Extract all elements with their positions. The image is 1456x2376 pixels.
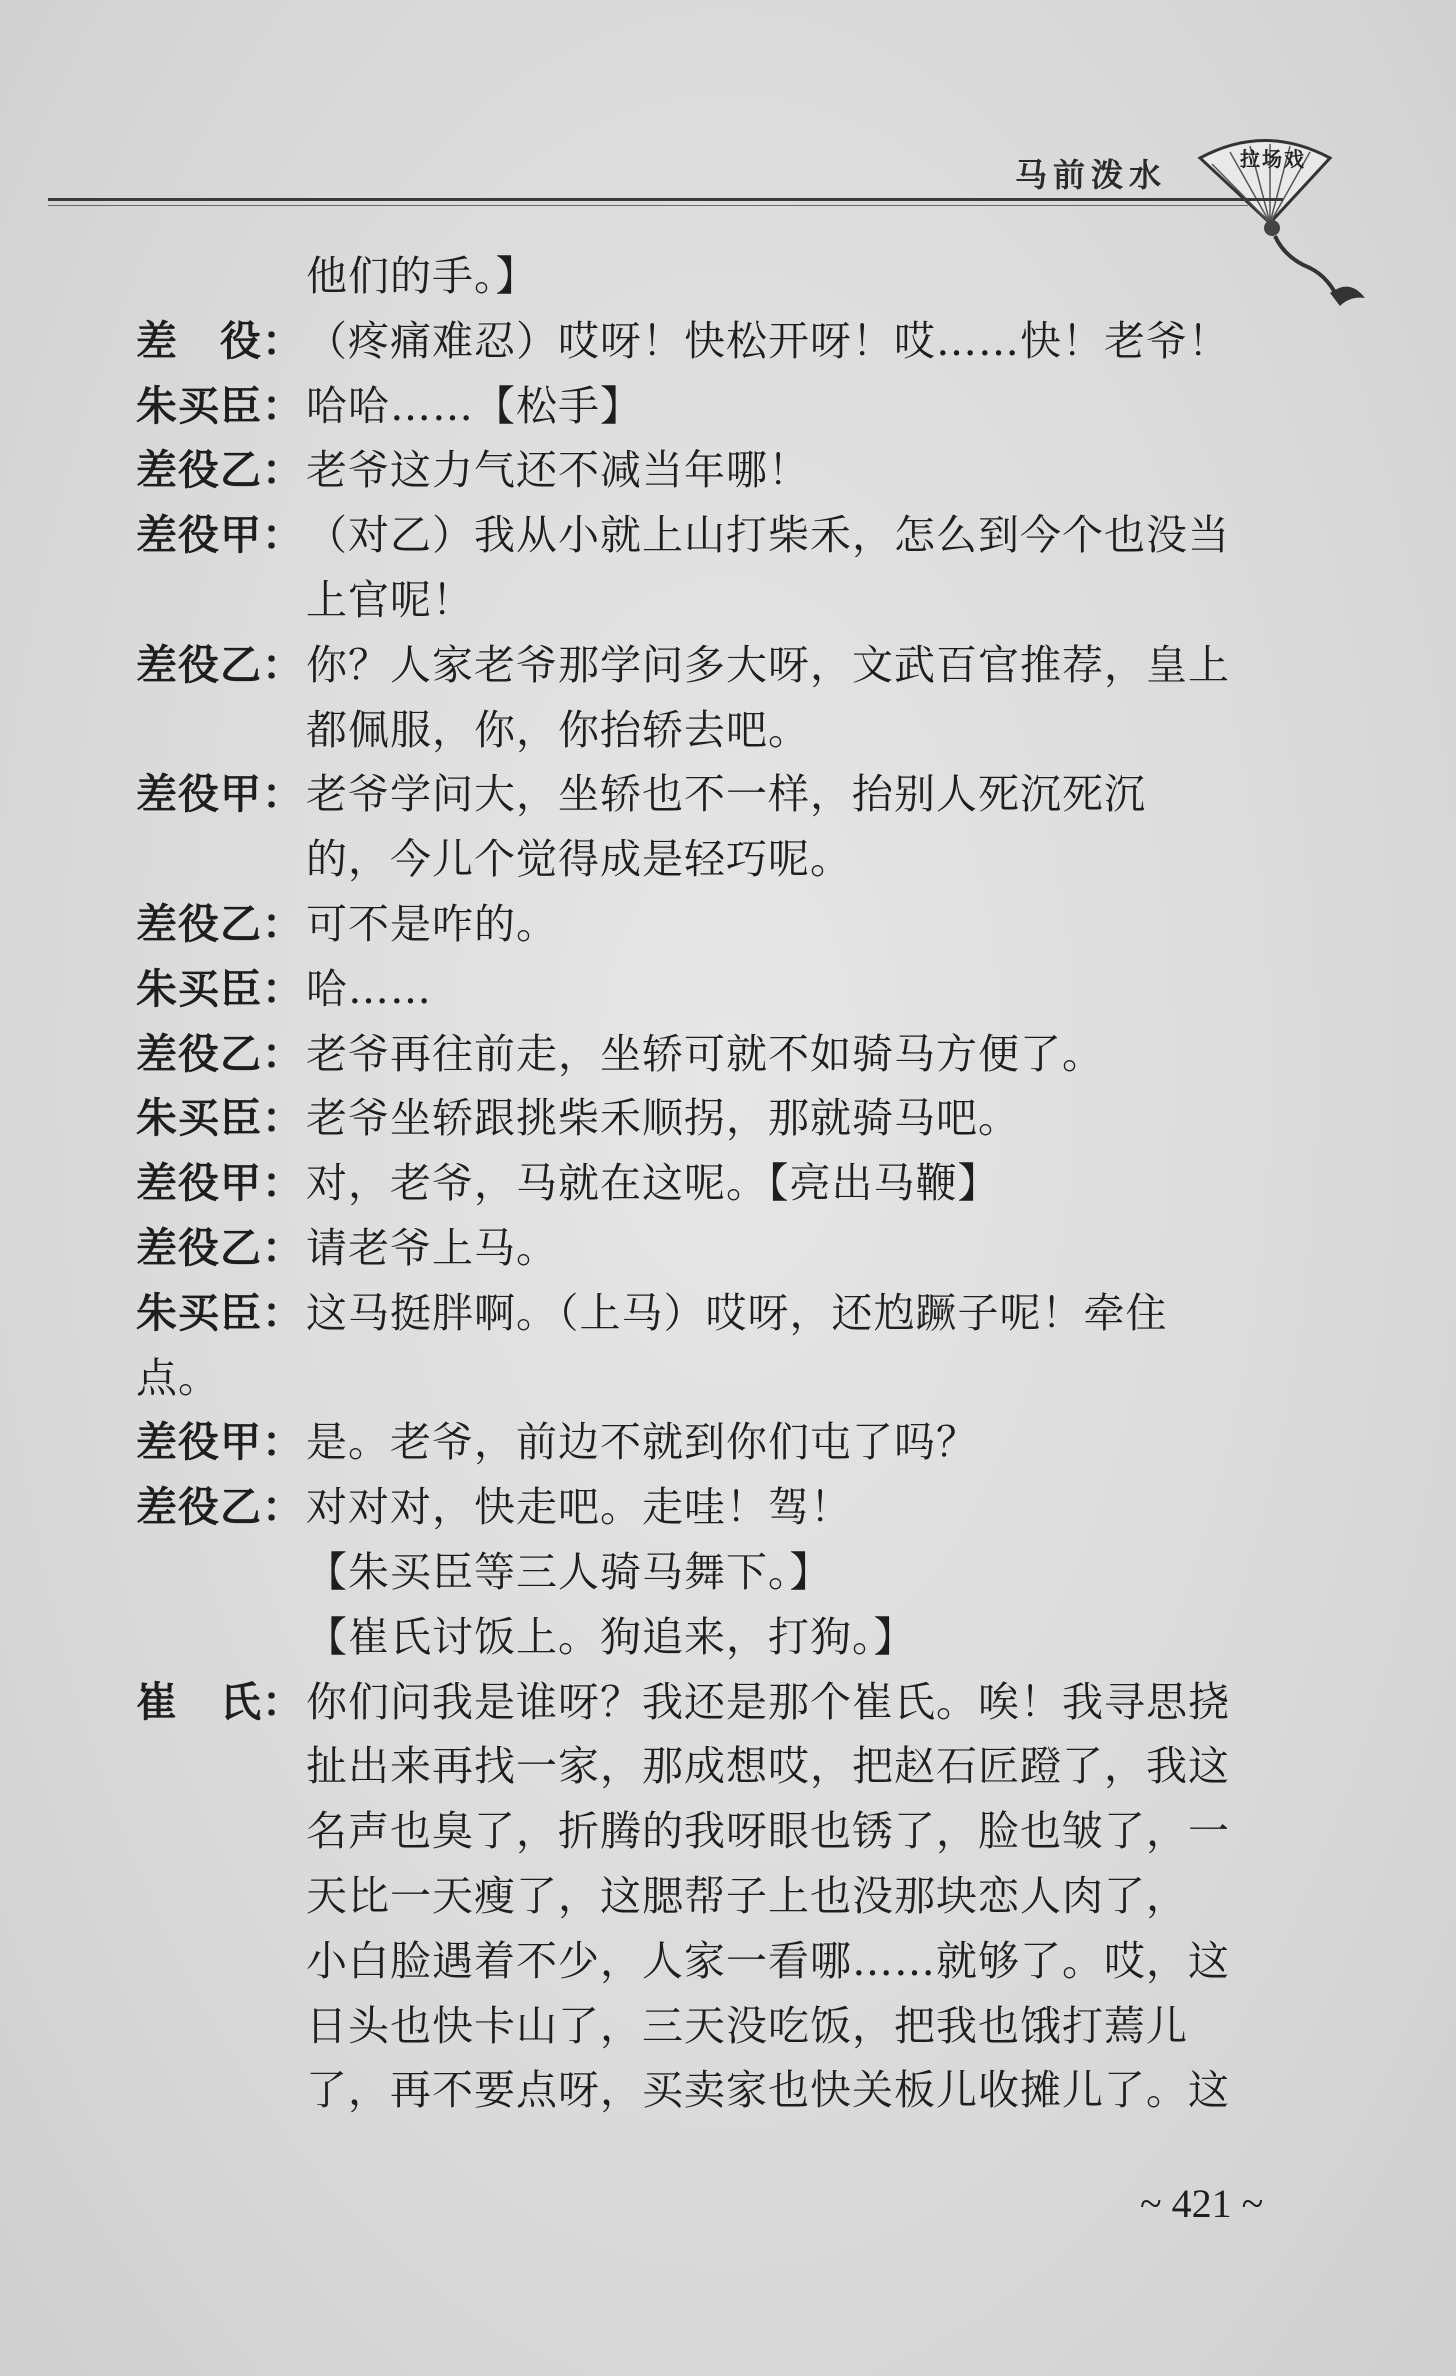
speaker-label: 差役甲： [136,770,304,819]
stage-direction: 【崔氏讨饭上。狗追来，打狗。】 [306,1612,916,1661]
stage-direction: 他们的手。】 [306,252,538,300]
dialogue-line: （对乙）我从小就上山打柴禾，怎么到今个也没当 [306,511,1230,560]
dialogue-line: 点。 [136,1353,220,1402]
dialogue-line: 名声也臭了，折腾的我呀眼也锈了，脸也皱了，一 [306,1807,1230,1856]
speaker-label: 差役甲： [136,1159,304,1208]
fan-label: 拉场戏 [1240,147,1306,171]
running-title: 马前泼水 [1015,156,1168,194]
dialogue-line: 哈哈……【松手】 [306,381,642,430]
dialogue-line: （疼痛难忍）哎呀！快松开呀！哎……快！老爷！ [306,316,1230,365]
dialogue-line: 老爷再往前走，坐轿可就不如骑马方便了。 [306,1029,1104,1078]
header-rule-thin [48,205,1248,206]
speaker-label: 差役乙： [136,446,304,495]
speaker-label: 朱买臣： [136,381,304,430]
dialogue-line: 你们问我是谁呀？我还是那个崔氏。唉！我寻思挠 [306,1677,1230,1726]
dialogue-line: 请老爷上马。 [306,1224,558,1272]
dialogue-line: 都佩服，你，你抬轿去吧。 [306,705,810,754]
dialogue-line: 这马挺胖啊。（上马）哎呀，还尥蹶子呢！牵住 [306,1288,1168,1337]
stage-direction: 【朱买臣等三人骑马舞下。】 [306,1548,832,1596]
dialogue-line: 小白脸遇着不少，人家一看哪……就够了。哎，这 [306,1936,1230,1985]
dialogue-line: 可不是咋的。 [306,900,558,948]
dialogue-line: 哈…… [306,964,432,1013]
speaker-label: 差役乙： [136,640,304,689]
dialogue-line: 老爷这力气还不减当年哪！ [306,446,810,495]
dialogue-line: 天比一天瘦了，这腮帮子上也没那块恋人肉了， [306,1872,1188,1920]
speaker-label: 差役乙： [136,1483,304,1532]
header-rule [48,198,1283,201]
speaker-label: 差役乙： [136,900,304,948]
dialogue-line: 老爷坐轿跟挑柴禾顺拐，那就骑马吧。 [306,1094,1020,1143]
dialogue-line: 扯出来再找一家，那成想哎，把赵石匠蹬了，我这 [306,1742,1230,1791]
dialogue-line: 对，老爷，马就在这呢。【亮出马鞭】 [306,1159,1000,1208]
dialogue-line: 日头也快卡山了，三天没吃饭，把我也饿打蔫儿 [306,2001,1188,2050]
speaker-label: 朱买臣： [136,1288,304,1337]
dialogue-line: 对对对，快走吧。走哇！驾！ [306,1483,852,1532]
speaker-label: 差役甲： [136,511,304,560]
dialogue-line: 你？人家老爷那学问多大呀，文武百官推荐，皇上 [306,640,1230,689]
dialogue-line: 了，再不要点呀，买卖家也快关板儿收摊儿了。这 [306,2066,1230,2115]
speaker-label: 差 役： [136,316,304,365]
speaker-label: 崔 氏： [136,1677,304,1726]
speaker-label: 差役乙： [136,1029,304,1078]
dialogue-line: 上官呢！ [306,576,474,624]
dialogue-line: 老爷学问大，坐轿也不一样，抬别人死沉死沉 [306,770,1146,819]
dialogue-line: 的，今儿个觉得成是轻巧呢。 [306,835,852,884]
speaker-label: 朱买臣： [136,964,304,1013]
dialogue-line: 是。老爷，前边不就到你们屯了吗？ [306,1418,978,1467]
speaker-label: 差役乙： [136,1224,304,1272]
speaker-label: 朱买臣： [136,1094,304,1143]
speaker-label: 差役甲： [136,1418,304,1467]
page-number: ~ 421 ~ [1140,2181,1264,2226]
